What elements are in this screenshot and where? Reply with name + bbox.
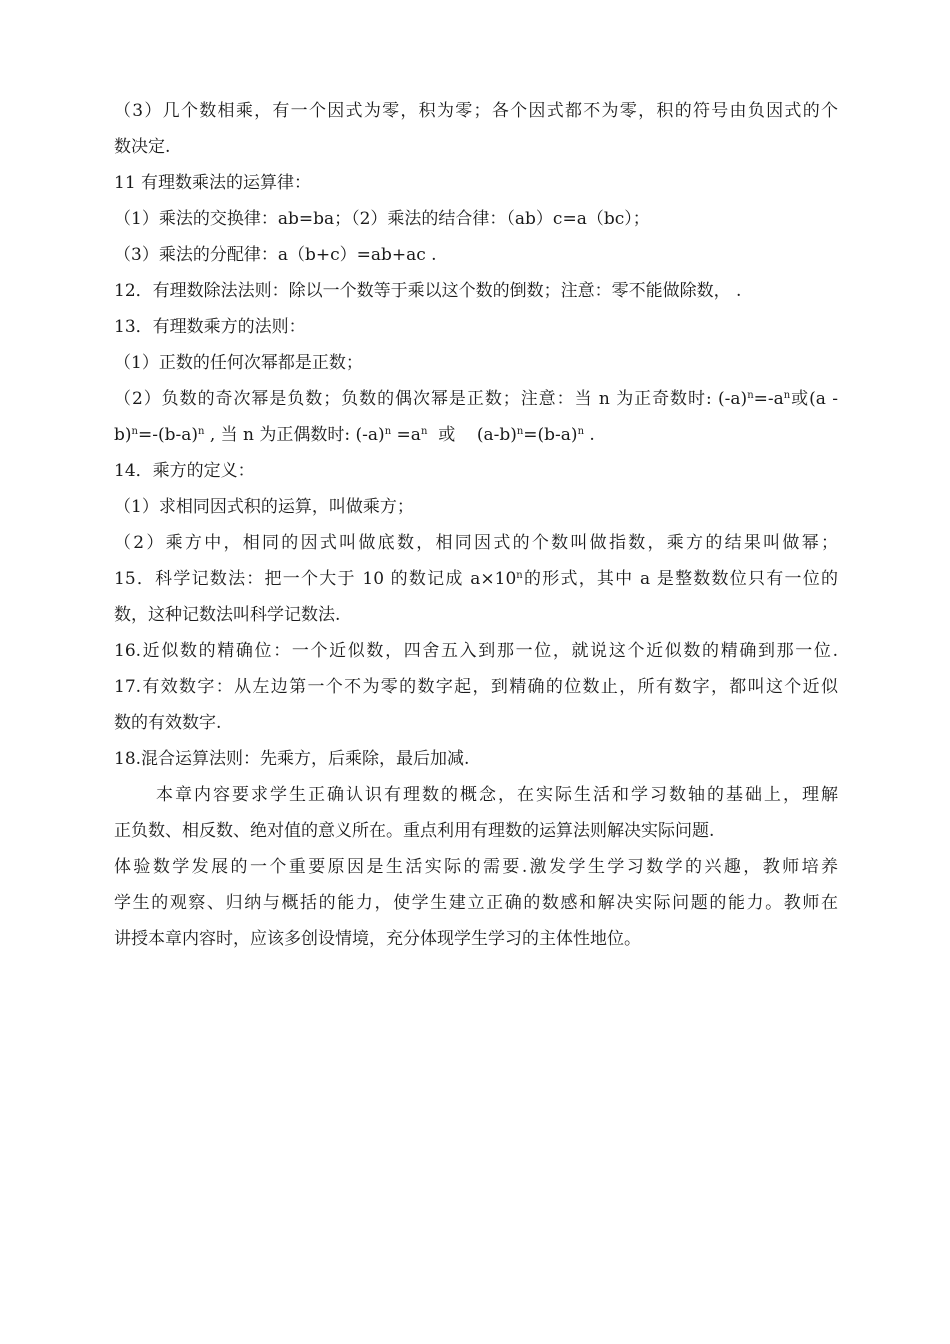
text-line: （1）求相同因式积的运算，叫做乘方； <box>114 497 414 517</box>
text-line: 讲授本章内容时，应该多创设情境，充分体现学生学习的主体性地位。 <box>114 929 641 949</box>
power-rule-line-2 <box>114 424 838 446</box>
text-line: 数的有效数字. <box>114 713 222 733</box>
text-segment: （2）负数的奇次幂是负数；负数的偶次幂是正数；注意：当 n 为正奇数时: (-a) <box>114 389 748 409</box>
exponent: n <box>420 426 428 437</box>
text-segment: =a <box>391 425 421 445</box>
exponent: n <box>197 426 205 437</box>
text-line: 数决定. <box>114 137 171 157</box>
exponent: n <box>747 390 754 401</box>
text-line: 12．有理数除法法则：除以一个数等于乘以这个数的倒数；注意：零不能做除数， . <box>114 281 742 301</box>
text-segment: 或(a - <box>790 389 838 409</box>
exponent: n <box>577 426 585 437</box>
text-line: （2）乘方中，相同的因式叫做底数，相同因式的个数叫做指数，乘方的结果叫做幂； <box>114 533 838 553</box>
text-line: （3）乘法的分配律：a（b+c）=ab+ac . <box>114 245 437 265</box>
text-segment: 或 (a-b) <box>427 425 517 445</box>
text-line: （1）乘法的交换律：ab=ba；（2）乘法的结合律：（ab）c=a（bc）； <box>114 209 650 229</box>
text-segment: =-(b-a) <box>137 425 198 445</box>
text-segment: 的形式，其中 a 是整数数位只有一位的 <box>522 569 838 589</box>
text-line: （3）几个数相乘，有一个因式为零，积为零；各个因式都不为零，积的符号由负因式的个 <box>114 101 838 121</box>
text-line: 11 有理数乘法的运算律： <box>114 173 312 193</box>
text-segment: . <box>584 425 595 445</box>
text-segment: , 当 n 为正偶数时: (-a) <box>204 425 385 445</box>
text-line: 16.近似数的精确位：一个近似数，四舍五入到那一位，就说这个近似数的精确到那一位. <box>114 641 838 661</box>
sci-notation-line <box>114 568 838 590</box>
paragraph-indent-line: 本章内容要求学生正确认识有理数的概念，在实际生活和学习数轴的基础上，理解 <box>156 785 838 805</box>
text-segment: =(b-a) <box>523 425 578 445</box>
exponent: n <box>516 426 524 437</box>
text-line: 13．有理数乘方的法则： <box>114 317 306 337</box>
text-line: 数，这种记数法叫科学记数法. <box>114 605 341 625</box>
text-line: 学生的观察、归纳与概括的能力，使学生建立正确的数感和解决实际问题的能力。教师在 <box>114 893 838 913</box>
exponent: n <box>384 426 392 437</box>
text-segment: =-a <box>753 389 784 409</box>
text-line: 正负数、相反数、绝对值的意义所在。重点利用有理数的运算法则解决实际问题. <box>114 821 715 841</box>
exponent: n <box>131 426 138 437</box>
text-line: （1）正数的任何次幂都是正数； <box>114 353 363 373</box>
power-rule-line-1 <box>114 388 838 410</box>
exponent: n <box>783 390 791 401</box>
text-line: 体验数学发展的一个重要原因是生活实际的需要.激发学生学习数学的兴趣，教师培养 <box>114 857 838 877</box>
text-segment: 15．科学记数法：把一个大于 10 的数记成 a×10 <box>114 569 517 589</box>
text-line: 17.有效数字：从左边第一个不为零的数字起，到精确的位数止，所有数字，都叫这个近似 <box>114 677 838 697</box>
text-segment: b) <box>114 425 132 445</box>
text-line: 14．乘方的定义： <box>114 461 255 481</box>
exponent: n <box>516 570 523 581</box>
text-line: 18.混合运算法则：先乘方，后乘除，最后加减. <box>114 749 470 769</box>
